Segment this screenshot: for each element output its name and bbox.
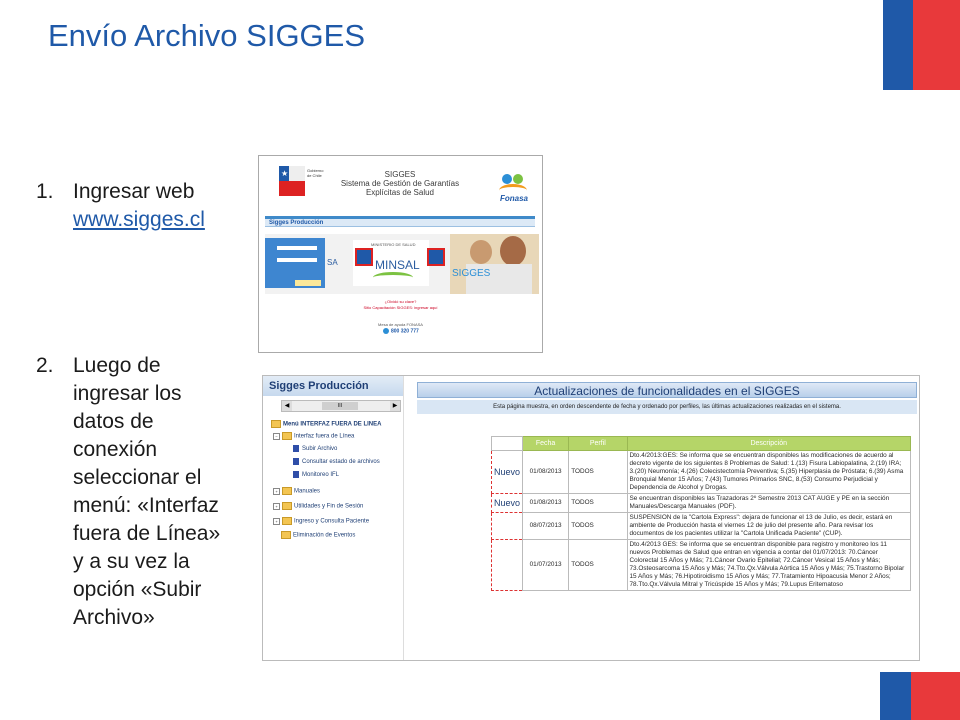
scroll-thumb[interactable]: III: [322, 402, 358, 410]
descripcion-cell: SUSPENSION de la "Cartola Express": dejara de funcionar el 13 de Julio, es decir, estará en ambiente de Producción hasta el viernes 12 de julio del presente año. Para revisar los documentos de los pacientes utilizar la "Cartola Unificada Paciente" (CUP).: [627, 513, 911, 540]
left-panel: [263, 376, 404, 660]
sigges-link[interactable]: www.sigges.cl: [73, 208, 205, 231]
perfil-cell: TODOS: [569, 540, 627, 591]
perfil-cell: TODOS: [569, 494, 627, 513]
minsal-caption: MINISTERIO DE SALUD: [371, 242, 416, 247]
expand-icon[interactable]: +: [273, 503, 280, 510]
gobierno-chile-logo: ★: [279, 166, 305, 196]
collapse-icon[interactable]: −: [273, 433, 280, 440]
slide-title: Envío Archivo SIGGES: [48, 18, 366, 53]
family-photo: [450, 234, 539, 294]
folder-icon: [282, 487, 292, 495]
folder-icon: [281, 531, 291, 539]
step-1-text: Ingresar web: [73, 180, 195, 203]
user-field[interactable]: [277, 246, 317, 250]
updates-table: [491, 436, 911, 591]
login-form: [265, 238, 325, 288]
phone-icon: [383, 328, 389, 334]
chile-flag-stripe-bottom: [880, 672, 960, 720]
sigges-logo: SIGGES: [452, 268, 491, 279]
menu-item-consultar-estado[interactable]: Consultar estado de archivos: [293, 458, 380, 465]
folder-icon: [271, 420, 281, 428]
table-row: [492, 540, 911, 591]
shield-icon: [427, 248, 445, 266]
login-header: [265, 160, 535, 219]
col-perfil: Perfil: [569, 437, 627, 451]
training-site-link[interactable]: Sitio Capacitación SIGGES: ingresar aquí: [363, 305, 438, 310]
badge-cell: [492, 513, 523, 540]
step-2-number: 2.: [36, 354, 54, 377]
phone-number: 800 320 777: [391, 328, 419, 335]
updates-subheader: Esta página muestra, en orden descendente de fecha y ordenado por perfiles, las últimas actualizaciones realizadas en el sistema.: [417, 400, 917, 414]
minsal-label: MINSAL: [375, 258, 420, 272]
fecha-cell: 01/08/2013: [523, 451, 569, 494]
fonasa-logo: [497, 170, 531, 204]
step-1-number: 1.: [36, 180, 54, 203]
scroll-right-icon[interactable]: ▶: [390, 401, 400, 411]
fecha-cell: 01/07/2013: [523, 540, 569, 591]
table-row: [492, 494, 911, 513]
expand-icon[interactable]: +: [273, 518, 280, 525]
fonasa-label: Fonasa: [500, 194, 529, 203]
login-title-1: SIGGES: [384, 170, 416, 179]
document-icon: [293, 471, 299, 478]
password-field[interactable]: [277, 258, 317, 262]
menu-item-monitoreo[interactable]: Monitoreo IFL: [293, 471, 339, 478]
col-fecha: Fecha: [523, 437, 569, 451]
folder-icon: [282, 432, 292, 440]
help-desk-label: Mesa de ayuda FONASA: [378, 322, 423, 327]
minsal-logo: [353, 240, 429, 286]
menu-root: Menú INTERFAZ FUERA DE LINEA: [271, 420, 381, 428]
folder-icon: [282, 502, 292, 510]
login-banner: [265, 234, 539, 294]
descripcion-cell: Dto.4/2013 GES: Se informa que se encuentran disponible para registro y monitoreo los 11 nuevos Problemas de Salud que entran en vigencia a contar del 01/07/2013: 70.Cáncer Colorectal 15 Años y Más; 71.Cáncer Ovario Epitelial; 72.Cáncer Vesical 15 Años y Más; 73.Osteosarcoma 15 Años y Más; 74.Tto.Qx.Válvula Aórtica 15 Años y Más; 75.Trastorno Bipolar 15 Años y Más; 76.Hipotiroidismo 15 Años y Más; 77.Tratamiento Hipoacusia Menor 2 Años; 78.Tto.Qx.Válvula Mitral y Tricúspide 15 Años y Más; 79.Lupus Eritematoso: [627, 540, 911, 591]
step-2: [36, 352, 236, 632]
menu-item-eliminacion[interactable]: Eliminación de Eventos: [281, 531, 355, 539]
gov-label: Gobierno de Chile: [307, 168, 324, 178]
badge-cell: Nuevo: [492, 494, 523, 513]
menu-item-interfaz[interactable]: − Interfaz fuera de Línea: [273, 432, 354, 440]
login-title-2: Sistema de Gestión de Garantías: [340, 179, 460, 188]
descripcion-cell: Se encuentran disponibles las Trazadoras 2º Semestre 2013 CAT AUGE y PE en la sección Manuales/Descarga Manuales (PDF).: [627, 494, 911, 513]
steps-list: [36, 178, 236, 632]
fonasa-fragment: SA: [327, 258, 338, 267]
col-badge: [492, 437, 523, 451]
sigges-login-screenshot: [258, 155, 543, 353]
folder-icon: [282, 517, 292, 525]
table-row: [492, 451, 911, 494]
fecha-cell: 08/07/2013: [523, 513, 569, 540]
login-bar: Sigges Producción: [265, 219, 535, 227]
chile-flag-stripe-top: [883, 0, 960, 90]
shield-icon: [355, 248, 373, 266]
perfil-cell: TODOS: [569, 451, 627, 494]
document-icon: [293, 458, 299, 465]
updates-header: Actualizaciones de funcionalidades en el SIGGES: [417, 382, 917, 398]
updates-table-wrap: [491, 436, 911, 591]
step-1: [36, 178, 236, 234]
left-panel-title: Sigges Producción: [263, 376, 403, 396]
scroll-left-icon[interactable]: ◀: [282, 401, 292, 411]
menu-item-manuales[interactable]: + Manuales: [273, 487, 320, 495]
step-2-text: Luego de ingresar los datos de conexión seleccionar el menú: «Interfaz fuera de Línea» y a su vez la opción «Subir Archivo»: [73, 354, 221, 629]
table-row: [492, 513, 911, 540]
menu-item-subir-archivo[interactable]: Subir Archivo: [293, 445, 337, 452]
sigges-production-screenshot: [262, 375, 920, 661]
login-title-3: Explícitas de Salud: [365, 188, 435, 197]
fecha-cell: 01/08/2013: [523, 494, 569, 513]
descripcion-cell: Dto.4/2013:GES: Se informa que se encuentran disponibles las modificaciones de acuerdo al decreto vigente de los siguientes 8 Problemas de Salud: 1.(13) Fisura Labiopalatina, 2.(19) IRA; 3.(20) Neumonía; 4.(26) Colecistectomía Preventiva; 5.(35) Hiperplasia de Próstata; 6.(39) Asma Bronquial Menor 15 Años; 7.(43) Tumores Primarios SNC, 8.(53) Consumo Perjudicial y Dependencia de Alcohol y Drogas.: [627, 451, 911, 494]
perfil-cell: TODOS: [569, 513, 627, 540]
col-descripcion: Descripción: [627, 437, 911, 451]
forgot-password-link[interactable]: ¿Olvidó su clave?: [384, 299, 417, 304]
help-phone: [383, 328, 419, 334]
menu-item-utilidades[interactable]: + Utilidades y Fin de Sesión: [273, 502, 363, 510]
horizontal-scrollbar[interactable]: [281, 400, 401, 412]
badge-cell: Nuevo: [492, 451, 523, 494]
badge-cell: [492, 540, 523, 591]
expand-icon[interactable]: +: [273, 488, 280, 495]
document-icon: [293, 445, 299, 452]
login-button[interactable]: [295, 280, 321, 286]
updates-panel: [413, 376, 919, 660]
menu-item-ingreso-paciente[interactable]: + Ingreso y Consulta Paciente: [273, 517, 369, 525]
